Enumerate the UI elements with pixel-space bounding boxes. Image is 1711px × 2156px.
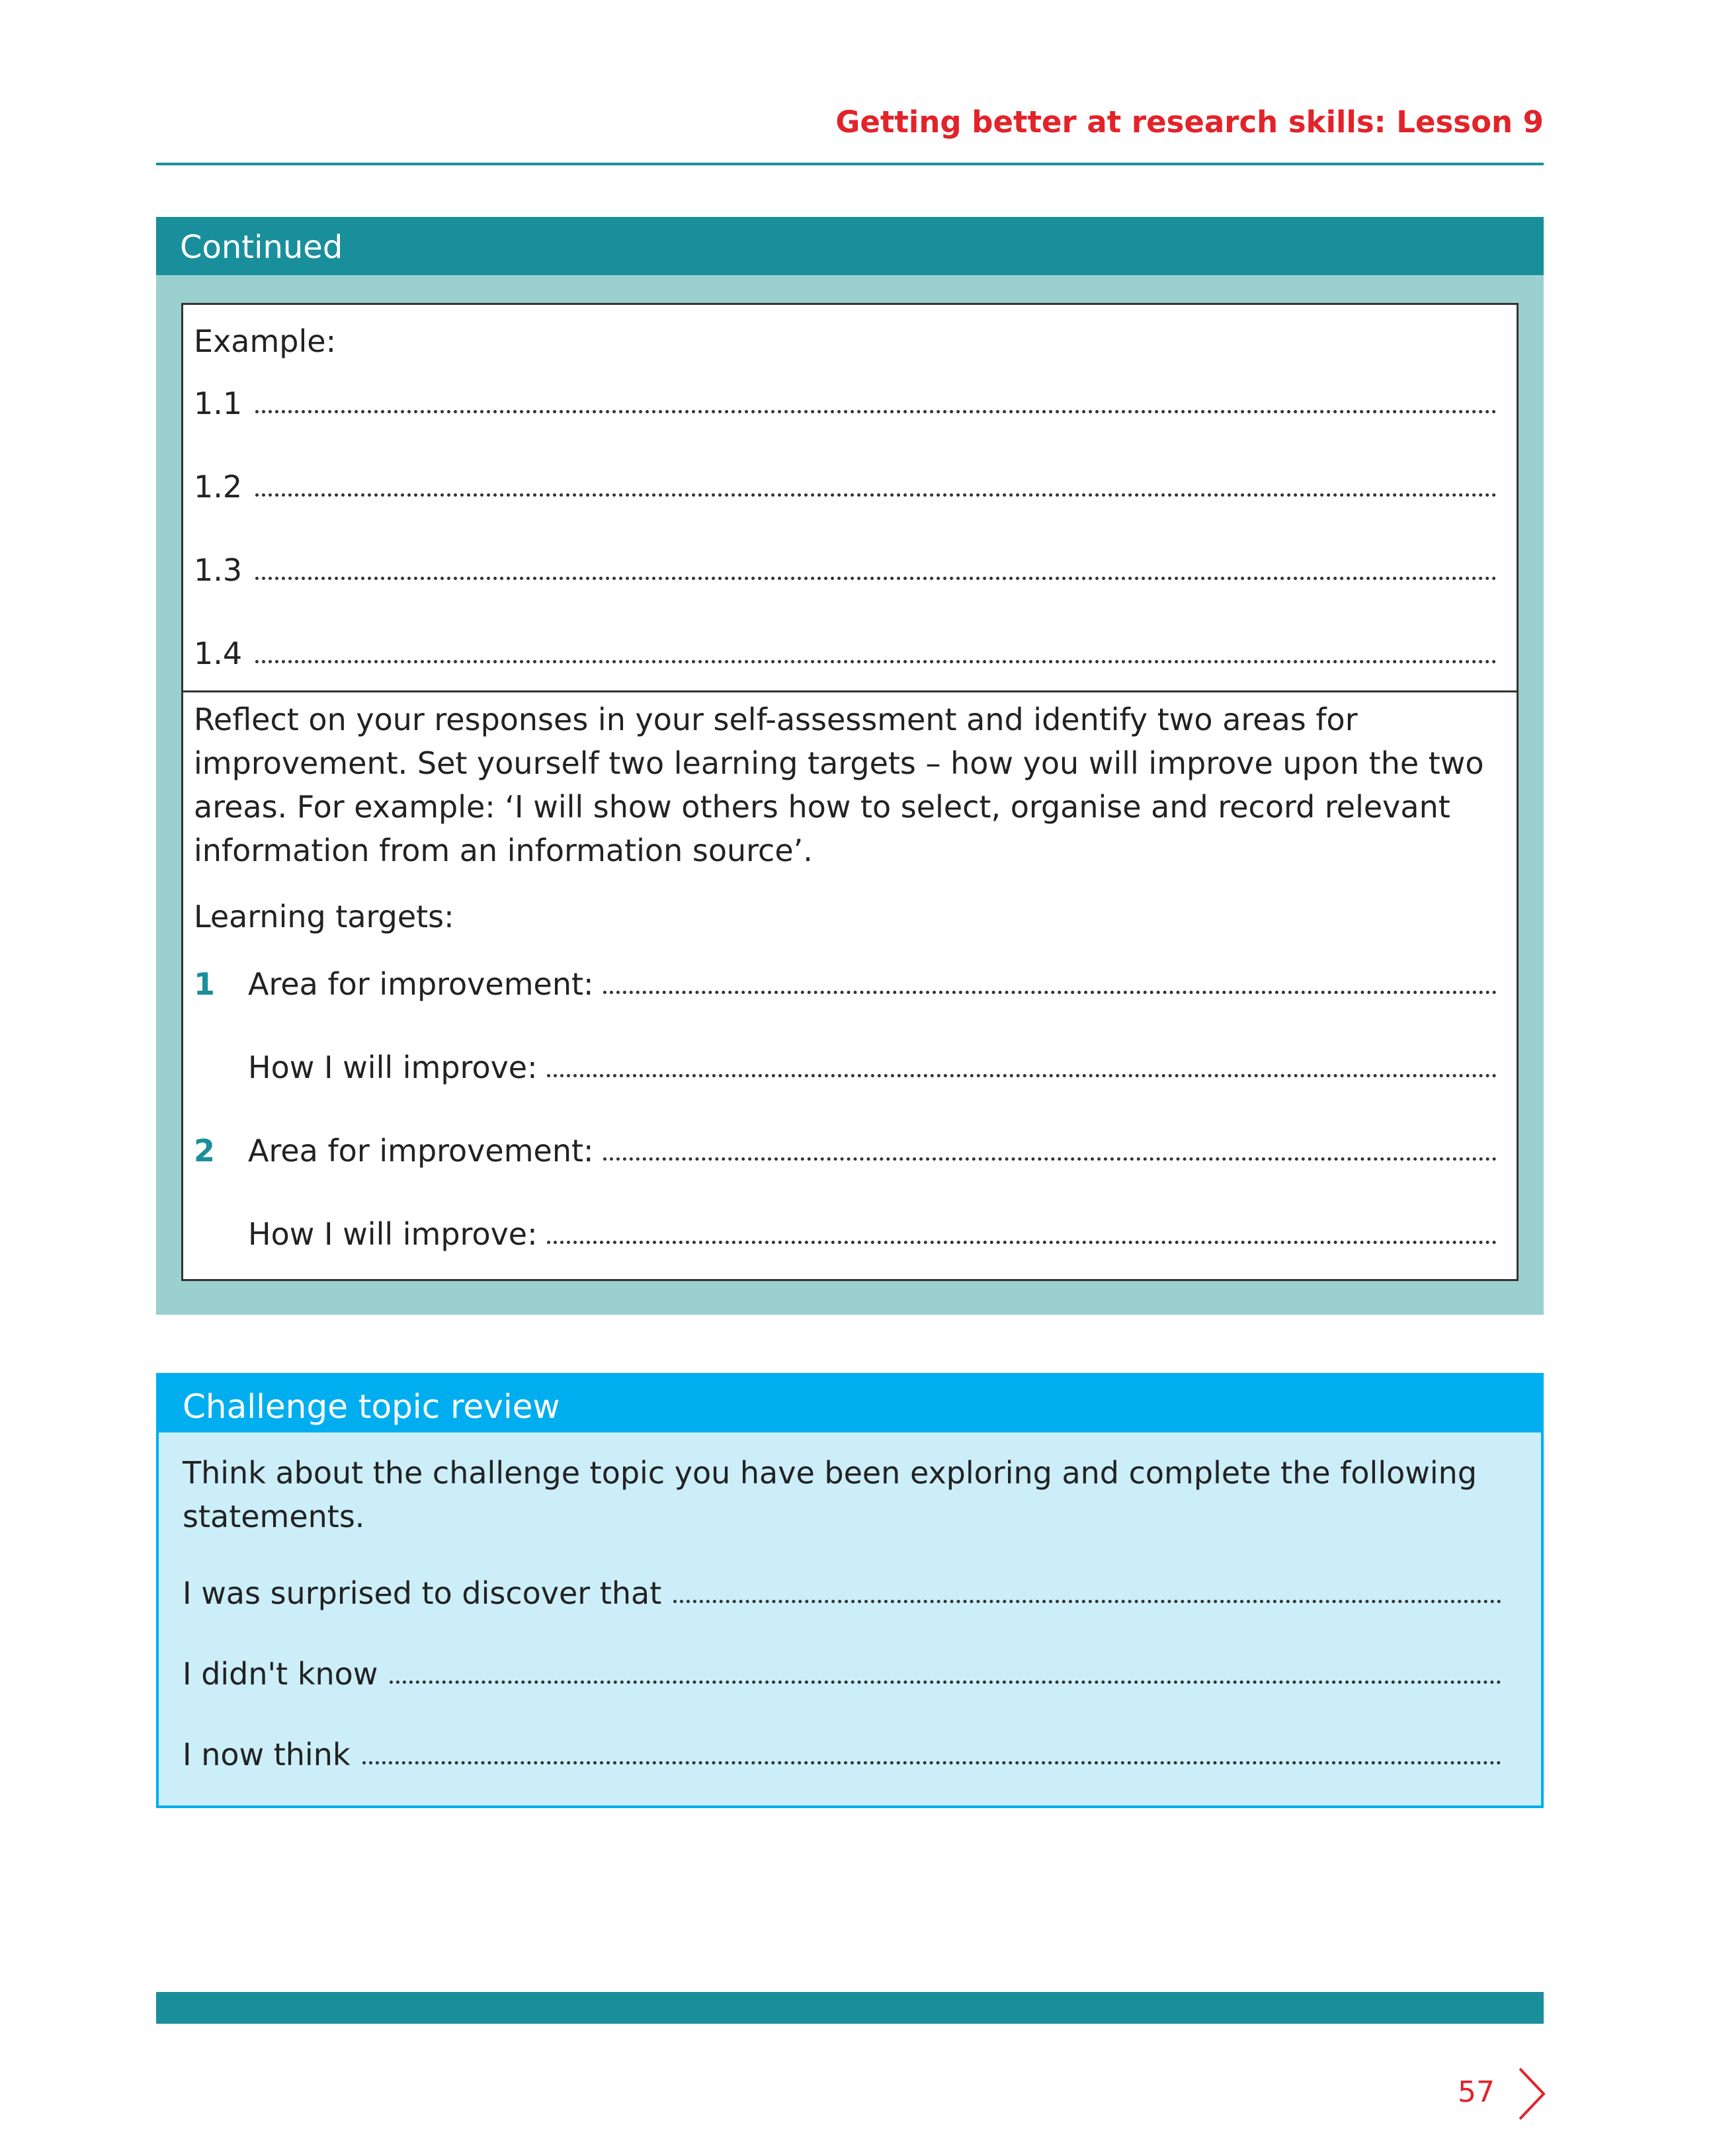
statement-label: I didn't know — [183, 1656, 378, 1692]
statement-now-think[interactable] — [183, 1692, 1501, 1772]
dotted-line — [673, 1600, 1501, 1603]
dotted-line — [547, 1241, 1497, 1244]
example-section — [183, 305, 1517, 692]
worksheet-box — [181, 303, 1519, 1281]
targets-label: Learning targets: — [194, 899, 454, 934]
target-1-how[interactable] — [194, 1002, 1497, 1085]
answer-line-1-3[interactable] — [194, 505, 1497, 588]
item-label: 1.2 — [194, 469, 243, 505]
header-rule — [156, 163, 1544, 165]
target-number: 2 — [194, 1133, 216, 1169]
answer-line-1-1[interactable] — [194, 363, 1497, 421]
dotted-line — [255, 410, 1497, 413]
area-label: Area for improvement: — [248, 1133, 594, 1169]
target-number: 1 — [194, 966, 216, 1002]
page-number: 57 — [1458, 2075, 1495, 2109]
continued-panel — [156, 217, 1544, 1315]
continued-header: Continued — [156, 217, 1544, 275]
statement-didnt-know[interactable] — [183, 1611, 1501, 1692]
reflect-instructions: Reflect on your responses in your self-assessment and identify two areas for improvement. Set yourself two learning targets – how you will improve upon the two areas. For example: ‘I will show others how to select, organise and record relevant information from an information source’. — [194, 702, 1484, 868]
target-2-area[interactable] — [194, 1085, 1497, 1169]
area-label: Area for improvement: — [248, 966, 594, 1002]
challenge-panel — [156, 1373, 1544, 1808]
dotted-line — [255, 660, 1497, 663]
target-2-how[interactable] — [194, 1169, 1497, 1252]
how-label: How I will improve: — [248, 1050, 538, 1085]
challenge-header: Challenge topic review — [159, 1376, 1541, 1432]
target-1-area[interactable] — [194, 938, 1497, 1002]
reflect-section — [183, 692, 1517, 1252]
dotted-line — [362, 1761, 1502, 1764]
how-label: How I will improve: — [248, 1216, 538, 1252]
challenge-body — [159, 1432, 1541, 1772]
item-label: 1.3 — [194, 552, 243, 588]
dotted-line — [547, 1074, 1497, 1077]
answer-line-1-2[interactable] — [194, 421, 1497, 505]
answer-line-1-4[interactable] — [194, 588, 1497, 671]
statement-surprised[interactable] — [183, 1538, 1501, 1611]
statement-label: I was surprised to discover that — [183, 1575, 662, 1611]
item-label: 1.4 — [194, 636, 243, 671]
chevron-right-icon[interactable] — [1515, 2066, 1548, 2122]
challenge-intro: Think about the challenge topic you have been exploring and complete the following statements. — [183, 1455, 1478, 1534]
statement-label: I now think — [183, 1737, 351, 1772]
dotted-line — [603, 1157, 1497, 1161]
example-label: Example: — [194, 323, 337, 359]
item-label: 1.1 — [194, 386, 243, 421]
dotted-line — [390, 1680, 1501, 1684]
dotted-line — [255, 493, 1497, 497]
footer-bar — [156, 1992, 1544, 2024]
running-head: Getting better at research skills: Lesson 9 — [835, 104, 1544, 140]
dotted-line — [603, 991, 1497, 994]
dotted-line — [255, 577, 1497, 580]
